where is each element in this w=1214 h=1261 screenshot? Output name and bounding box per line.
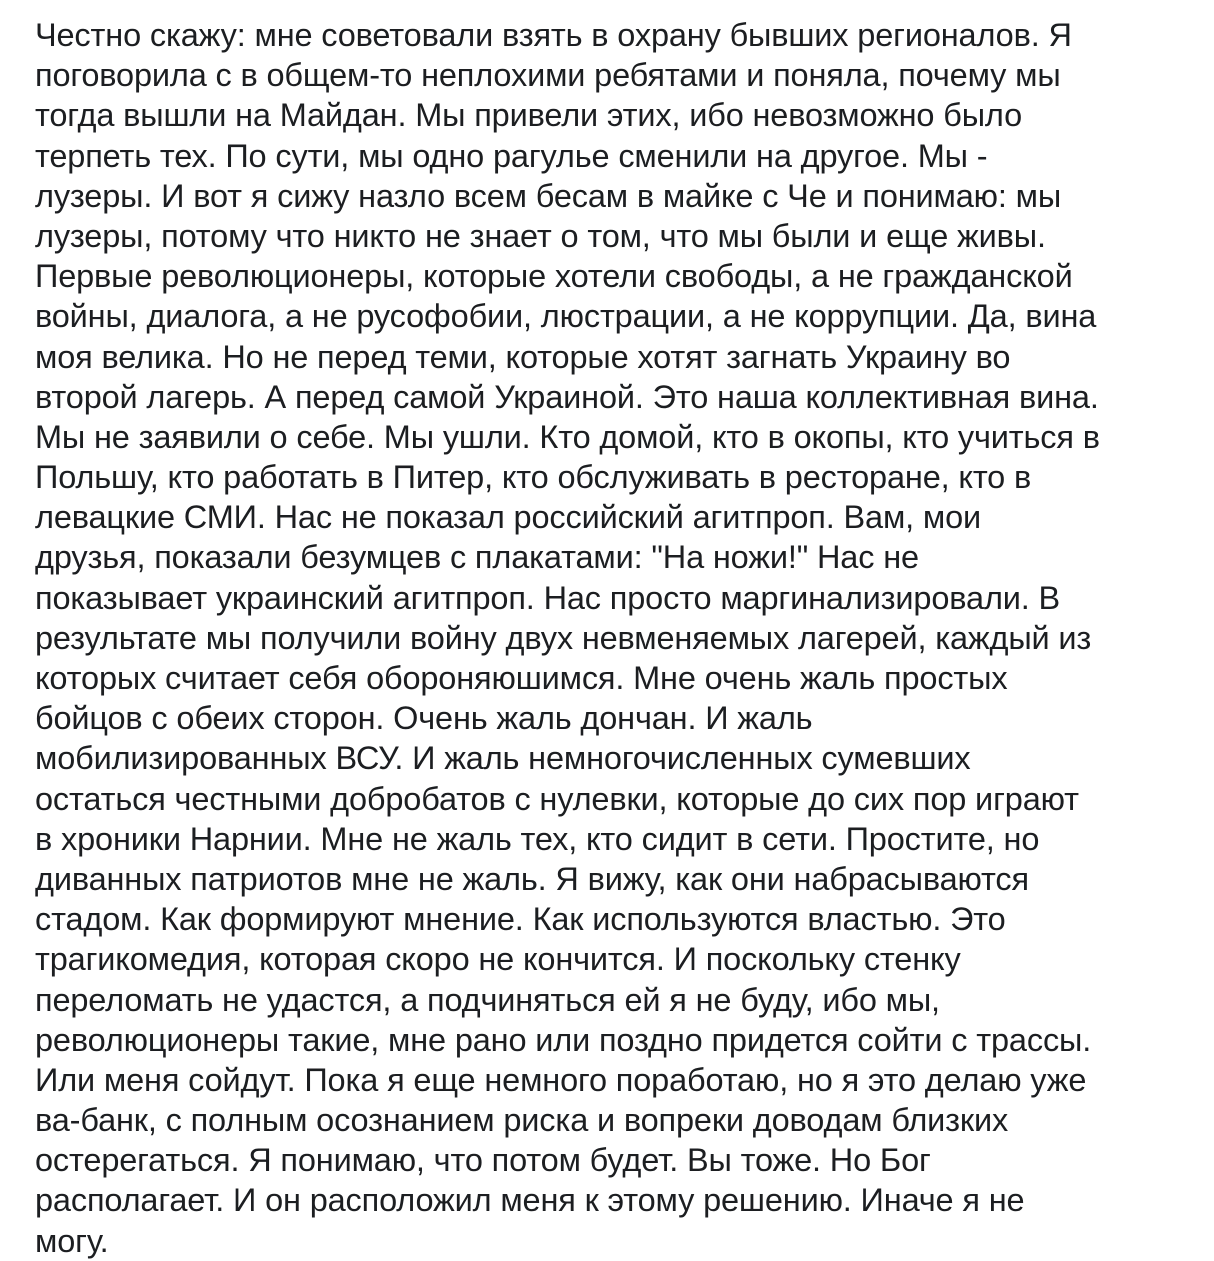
post-line: показывает украинский агитпроп. Нас просто маргинализировали. В bbox=[35, 579, 1061, 616]
post-line: лузеры, потому что никто не знает о том, что мы были и еще живы. bbox=[35, 217, 1046, 254]
post-line: друзья, показали безумцев с плакатами: "На ножи!" Нас не bbox=[35, 539, 919, 576]
post-line: моя велика. Но не перед теми, которые хотят загнать Украину во bbox=[35, 338, 1011, 375]
post-line: располагает. И он расположил меня к этому решению. Иначе я не bbox=[35, 1182, 1025, 1219]
post-line: бойцов с обеих сторон. Очень жаль дончан. И жаль bbox=[35, 700, 813, 737]
post-line: могу. bbox=[35, 1222, 109, 1259]
post-line: Первые революционеры, которые хотели свободы, а не гражданской bbox=[35, 258, 1073, 295]
post-line: остерегаться. Я понимаю, что потом будет. Вы тоже. Но Бог bbox=[35, 1142, 931, 1179]
post-line: войны, диалога, а не русофобии, люстрации, а не коррупции. Да, вина bbox=[35, 298, 1097, 335]
post-text bbox=[35, 15, 1195, 1261]
post-line: революционеры такие, мне рано или поздно придется сойти с трассы. bbox=[35, 1021, 1092, 1058]
post-line: левацкие СМИ. Нас не показал российский агитпроп. Вам, мои bbox=[35, 499, 982, 536]
post-line: диванных патриотов мне не жаль. Я вижу, как они набрасываются bbox=[35, 860, 1029, 897]
post-line: остаться честными добробатов с нулевки, которые до сих пор играют bbox=[35, 780, 1079, 817]
post-line: мобилизированных ВСУ. И жаль немногочисленных сумевших bbox=[35, 740, 971, 777]
post-line: результате мы получили войну двух невменяемых лагерей, каждый из bbox=[35, 619, 1092, 656]
post-line: Или меня сойдут. Пока я еще немного поработаю, но я это делаю уже bbox=[35, 1061, 1087, 1098]
post-line: стадом. Как формируют мнение. Как используются властью. Это bbox=[35, 901, 1006, 938]
post-line: ва-банк, с полным осознанием риска и вопреки доводам близких bbox=[35, 1102, 1009, 1139]
post-line: тогда вышли на Майдан. Мы привели этих, ибо невозможно было bbox=[35, 97, 1023, 134]
post-line: второй лагерь. А перед самой Украиной. Это наша коллективная вина. bbox=[35, 378, 1099, 415]
post-line: Польшу, кто работать в Питер, кто обслуживать в ресторане, кто в bbox=[35, 459, 1032, 496]
post-line: поговорила с в общем-то неплохими ребятами и поняла, почему мы bbox=[35, 57, 1061, 94]
post-line: которых считает себя обороняюшимся. Мне очень жаль простых bbox=[35, 660, 1008, 696]
post-line: переломать не удастся, а подчиняться ей я не буду, ибо мы, bbox=[35, 981, 940, 1018]
post-line: трагикомедия, которая скоро не кончится. И поскольку стенку bbox=[35, 941, 961, 978]
post-line: терпеть тех. По сути, мы одно рагулье сменили на другое. Мы - bbox=[35, 137, 988, 174]
post-line: в хроники Нарнии. Мне не жаль тех, кто сидит в сети. Простите, но bbox=[35, 820, 1040, 857]
post-line: Мы не заявили о себе. Мы ушли. Кто домой, кто в окопы, кто учиться в bbox=[35, 418, 1100, 455]
post-line: лузеры. И вот я сижу назло всем бесам в майке с Че и понимаю: мы bbox=[35, 177, 1062, 214]
post-line: Честно скажу: мне советовали взять в охрану бывших регионалов. Я bbox=[35, 17, 1072, 53]
